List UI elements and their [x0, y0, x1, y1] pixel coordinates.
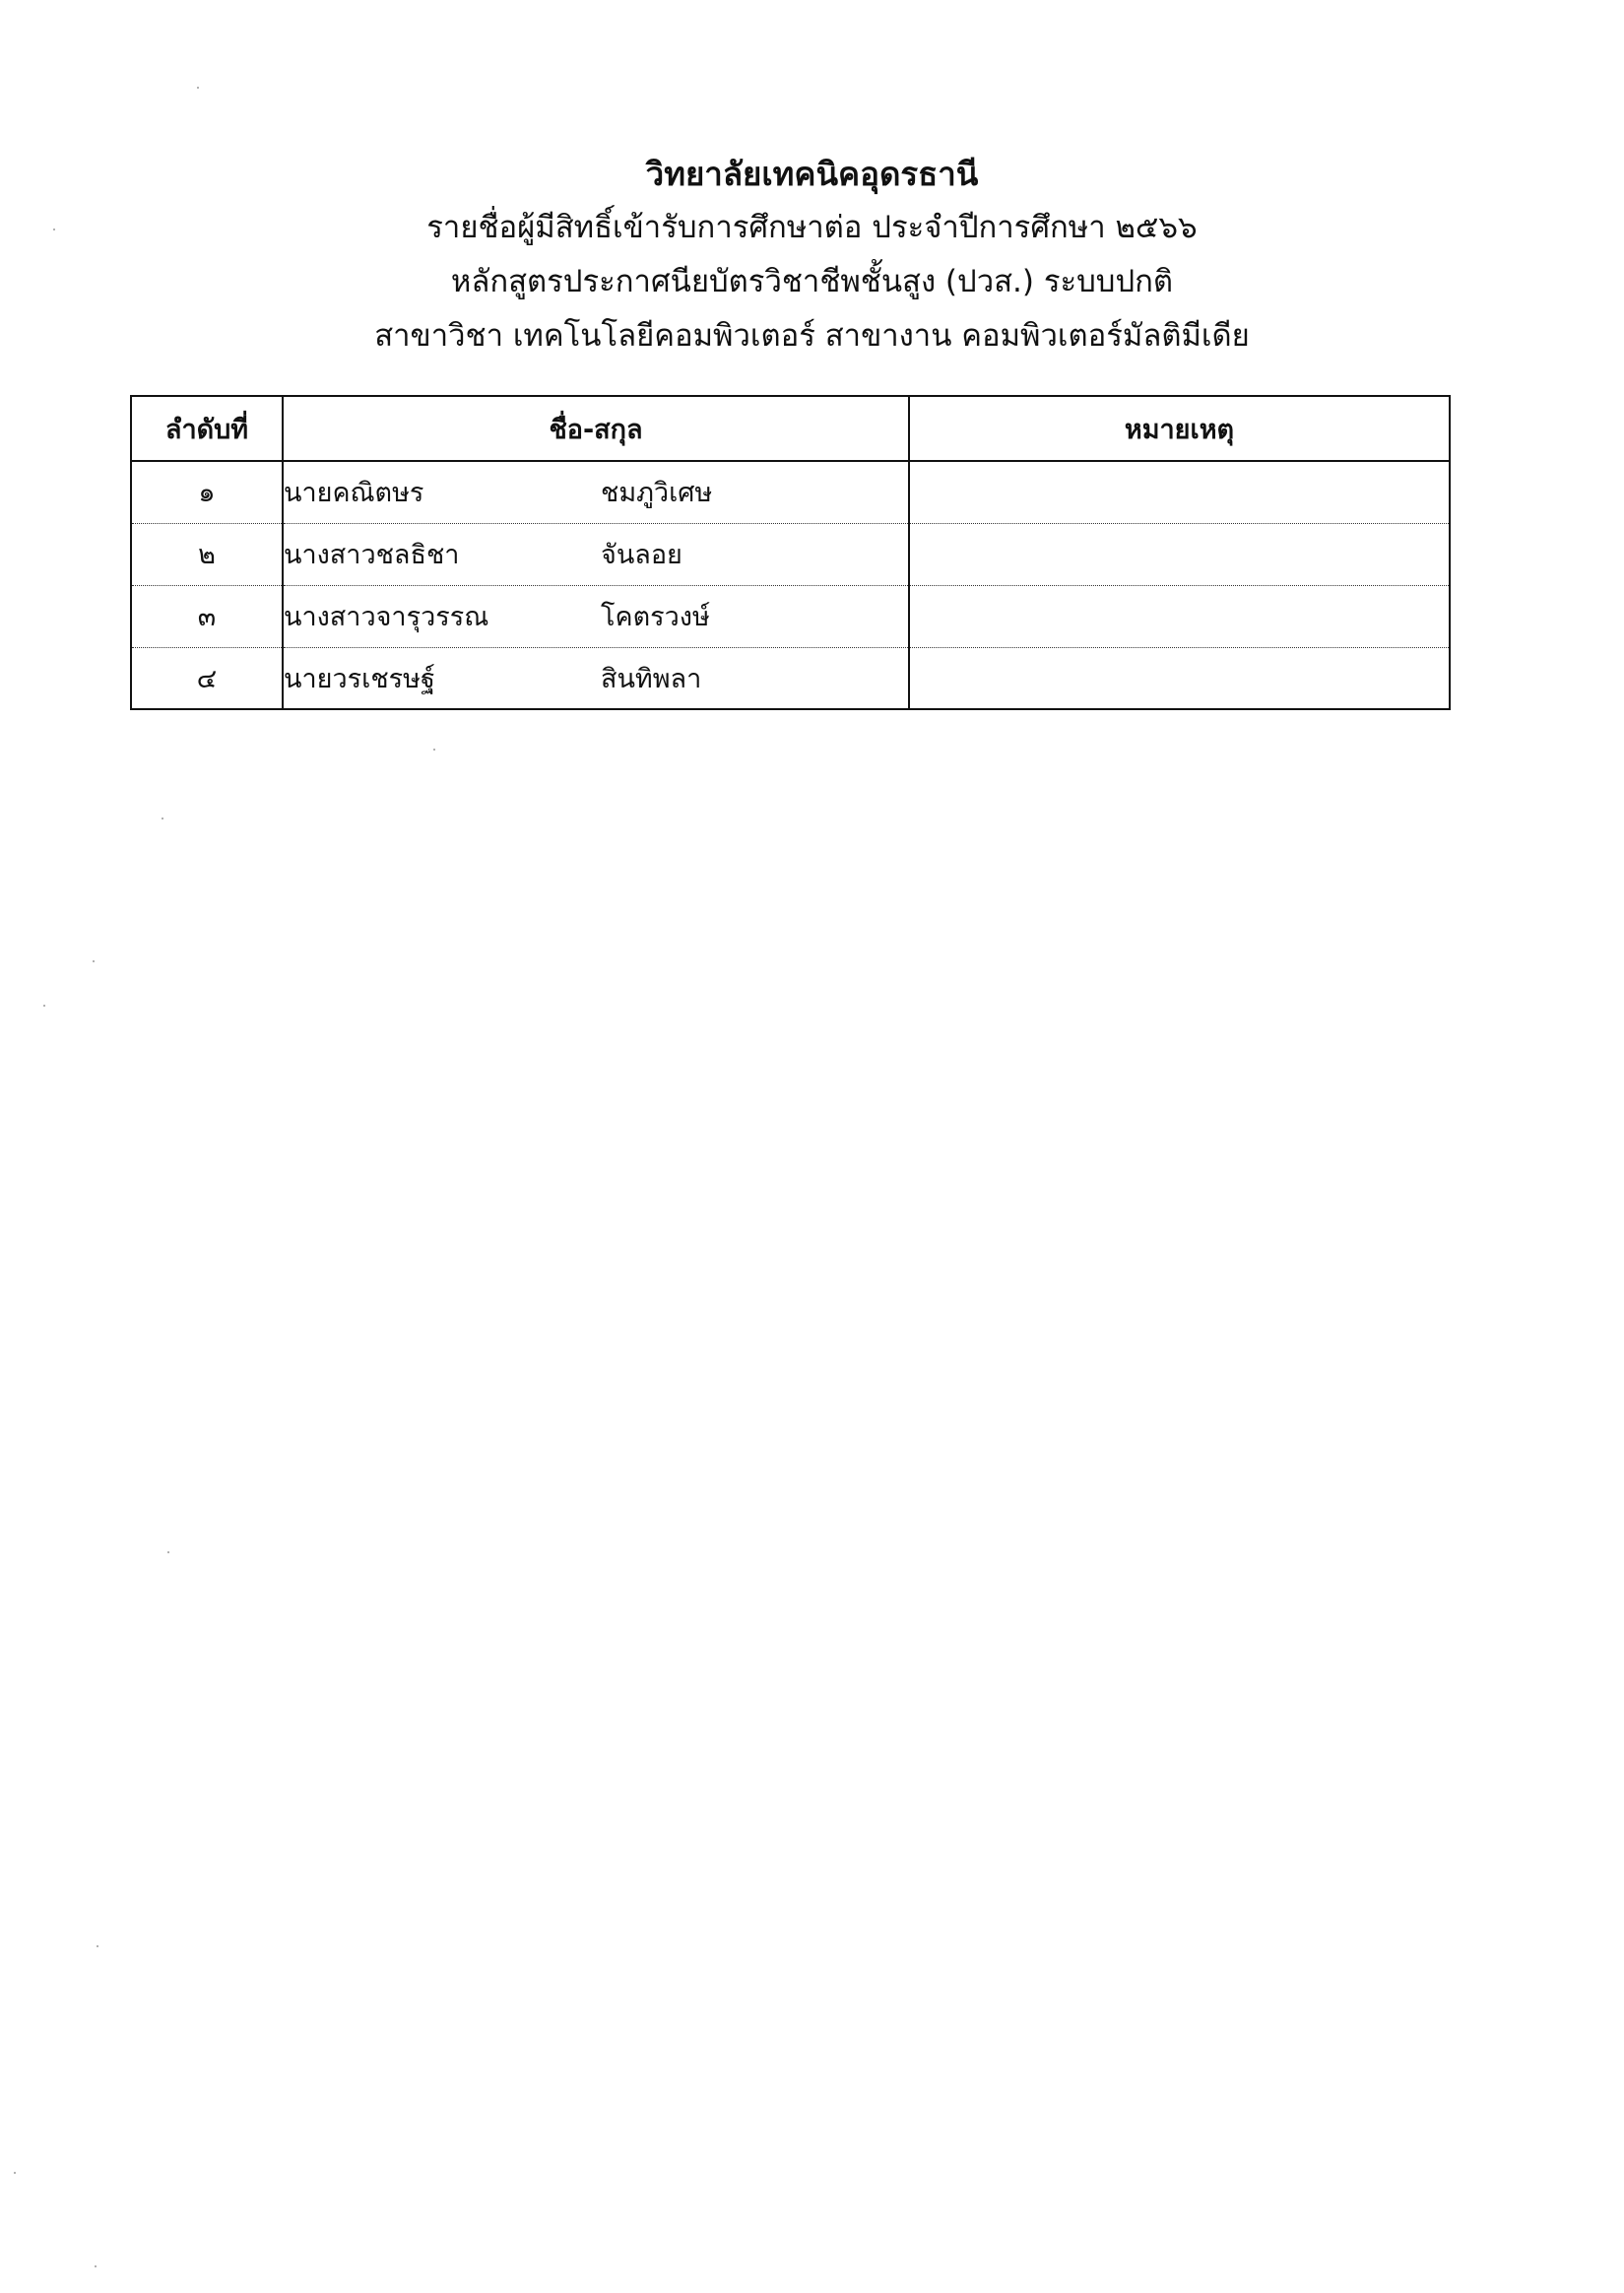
- row-no: ๔: [131, 647, 283, 709]
- row-note: [909, 647, 1450, 709]
- row-no: ๑: [131, 461, 283, 523]
- document-header: [0, 155, 1624, 374]
- row-last-name: ชมภูวิเศษ: [601, 478, 713, 509]
- row-note: [909, 523, 1450, 585]
- scan-speck: [14, 2172, 16, 2174]
- scan-speck: [95, 2265, 97, 2267]
- header-note: หมายเหตุ: [909, 396, 1450, 461]
- row-no: ๒: [131, 523, 283, 585]
- scan-speck: [43, 1005, 45, 1007]
- row-note: [909, 585, 1450, 647]
- document-subtitle: รายชื่อผู้มีสิทธิ์เข้ารับการศึกษาต่อ ประจำปีการศึกษา ๒๕๖๖: [426, 210, 1198, 245]
- scan-speck: [433, 749, 435, 751]
- scan-speck: [167, 1551, 169, 1553]
- table-row: [131, 461, 1450, 523]
- major-line: สาขาวิชา เทคโนโลยีคอมพิวเตอร์ สาขางาน คอมพิวเตอร์มัลติมีเดีย: [374, 318, 1250, 354]
- row-name: [283, 523, 909, 585]
- row-last-name: จันลอย: [601, 540, 682, 570]
- scan-speck: [162, 818, 163, 819]
- row-note: [909, 461, 1450, 523]
- row-name: [283, 461, 909, 523]
- header-name: ชื่อ-สกุล: [283, 396, 909, 461]
- row-last-name: โคตรวงษ์: [601, 602, 710, 632]
- program-line: หลักสูตรประกาศนียบัตรวิชาชีพชั้นสูง (ปวส.) ระบบปกติ: [450, 264, 1174, 299]
- header-no: ลำดับที่: [131, 396, 283, 461]
- scan-speck: [93, 960, 95, 962]
- scan-speck: [97, 1945, 98, 1947]
- row-first-name: นายวรเชรษฐ์: [284, 663, 435, 694]
- row-first-name: นางสาวชลธิชา: [284, 540, 460, 570]
- table-row: [131, 647, 1450, 709]
- table-row: [131, 585, 1450, 647]
- table-row: [131, 523, 1450, 585]
- row-first-name: นางสาวจารุวรรณ: [284, 602, 489, 632]
- row-last-name: สินทิพลา: [601, 663, 702, 694]
- scan-speck: [53, 229, 55, 230]
- row-name: [283, 647, 909, 709]
- row-first-name: นายคณิตษร: [284, 478, 424, 509]
- scan-speck: [197, 87, 199, 89]
- student-roster-table: [130, 395, 1451, 710]
- table-header-row: [131, 396, 1450, 461]
- row-name: [283, 585, 909, 647]
- college-title: วิทยาลัยเทคนิคอุดรธานี: [645, 155, 979, 193]
- row-no: ๓: [131, 585, 283, 647]
